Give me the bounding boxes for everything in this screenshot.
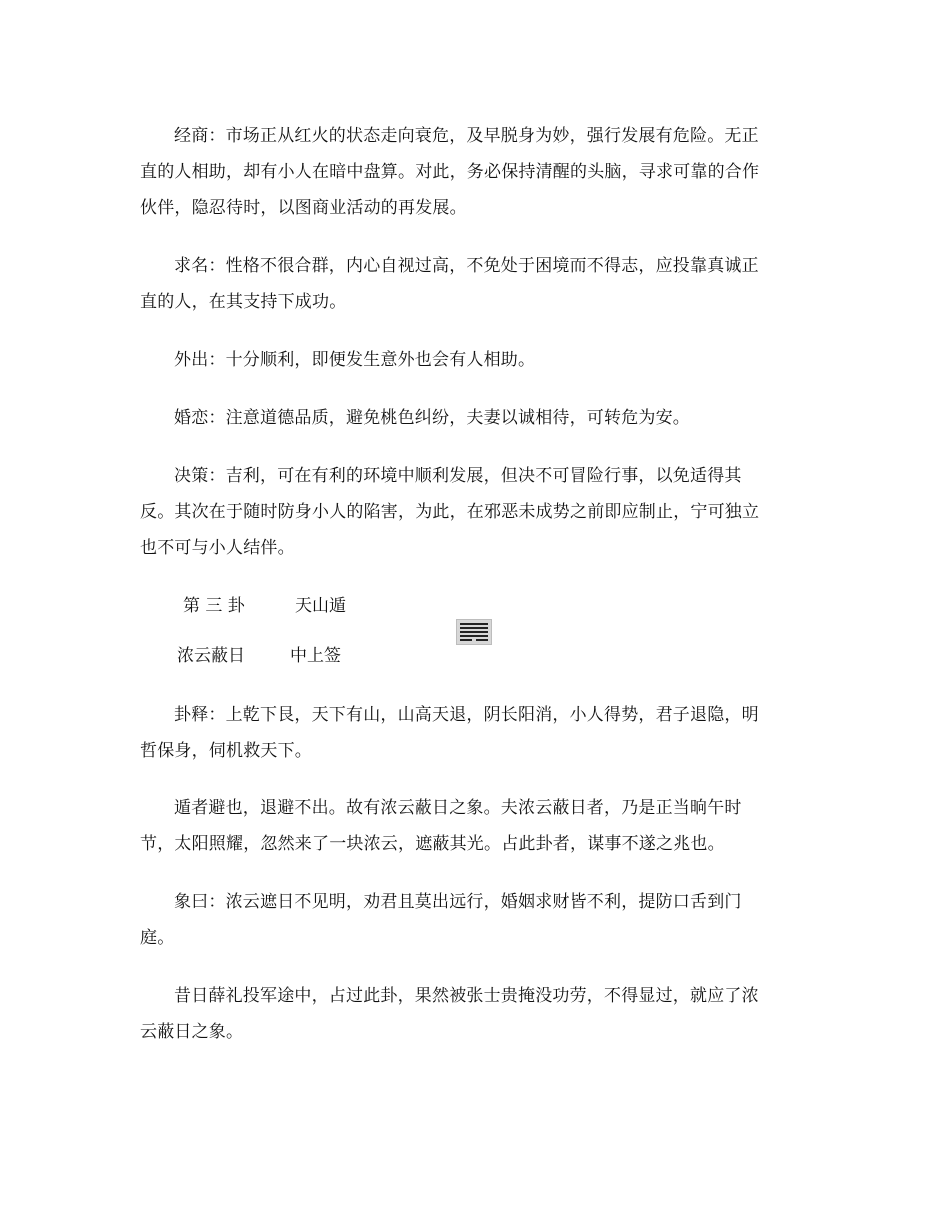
paragraph-travel: 外出：十分顺利，即便发生意外也会有人相助。 xyxy=(174,350,536,370)
paragraph-romance: 婚恋：注意道德品质，避免桃色纠纷，夫妻以诚相待，可转危为安。 xyxy=(174,408,690,428)
hexagram-name: 天山遁 xyxy=(295,596,346,616)
hexagram-number: 第 三 卦 xyxy=(183,596,245,616)
paragraph-business: 经商：市场正从红火的状态走向衰危，及早脱身为妙，强行发展有危险。无正直的人相助，却有小人在暗中盘算。对此，务必保持清醒的头脑，寻求可靠的合作伙伴，隐忍待时，以图商业活动的再发展。 xyxy=(140,126,760,218)
hexagram-motto: 浓云蔽日 xyxy=(177,646,245,666)
paragraph-fame: 求名：性格不很合群，内心自视过高，不免处于困境而不得志，应投靠真诚正直的人，在其支持下成功。 xyxy=(140,256,759,312)
paragraph-dun-meaning: 遁者避也，退避不出。故有浓云蔽日之象。夫浓云蔽日者，乃是正当晌午时节，太阳照耀，忽然来了一块浓云，遮蔽其光。占此卦者，谋事不遂之兆也。 xyxy=(140,798,742,854)
paragraph-decision: 决策：吉利，可在有利的环境中顺利发展，但决不可冒险行事，以免适得其反。其次在于随时防身小人的陷害，为此，在邪恶未成势之前即应制止，宁可独立也不可与小人结伴。 xyxy=(140,466,760,558)
paragraph-image-verse: 象曰：浓云遮日不见明，劝君且莫出远行，婚姻求财皆不利，提防口舌到门庭。 xyxy=(140,892,742,948)
hexagram-grade: 中上签 xyxy=(290,646,341,666)
paragraph-story: 昔日薛礼投军途中，占过此卦，果然被张士贵掩没功劳，不得显过，就应了浓云蔽日之象。 xyxy=(140,986,759,1042)
hexagram-dun-icon xyxy=(456,619,492,645)
paragraph-explanation: 卦释：上乾下艮，天下有山，山高天退，阴长阳消，小人得势，君子退隐，明哲保身，伺机救天下。 xyxy=(140,705,759,761)
